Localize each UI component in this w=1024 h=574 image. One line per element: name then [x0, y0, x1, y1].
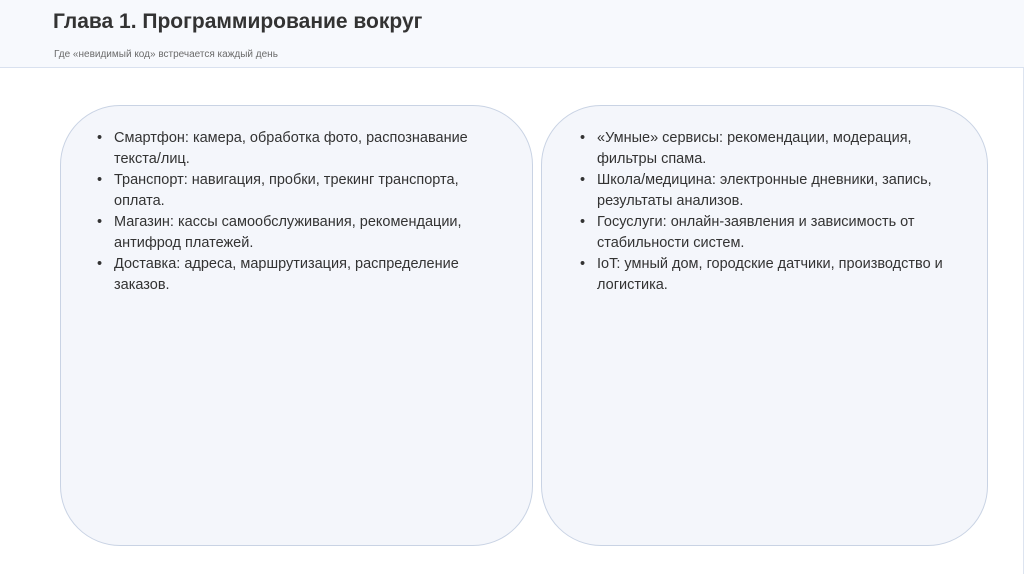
right-bullet-list: [578, 128, 958, 296]
list-item-transport: • Транспорт: навигация, пробки, трекинг транспорта, оплата.: [95, 170, 500, 212]
list-item-smart-services: • «Умные» сервисы: рекомендации, модерация, фильтры спама.: [578, 128, 958, 170]
slide-subtitle: Где «невидимый код» встречается каждый день: [54, 49, 278, 60]
list-item-smartphone: • Смартфон: камера, обработка фото, распознавание текста/лиц.: [95, 128, 500, 170]
list-item-iot: • IoT: умный дом, городские датчики, производство и логистика.: [578, 254, 958, 296]
left-bullet-list: [95, 128, 500, 296]
list-item-delivery: • Доставка: адреса, маршрутизация, распределение заказов.: [95, 254, 500, 296]
list-item-gosuslugi: • Госуслуги: онлайн-заявления и зависимость от стабильности систем.: [578, 212, 958, 254]
slide-title: Глава 1. Программирование вокруг: [53, 10, 423, 33]
list-item-school-medicine: • Школа/медицина: электронные дневники, запись, результаты анализов.: [578, 170, 958, 212]
right-content-card: [541, 105, 988, 546]
left-content-card: [60, 105, 533, 546]
list-item-store: • Магазин: кассы самообслуживания, рекомендации, антифрод платежей.: [95, 212, 500, 254]
slide-header: [0, 0, 1024, 68]
